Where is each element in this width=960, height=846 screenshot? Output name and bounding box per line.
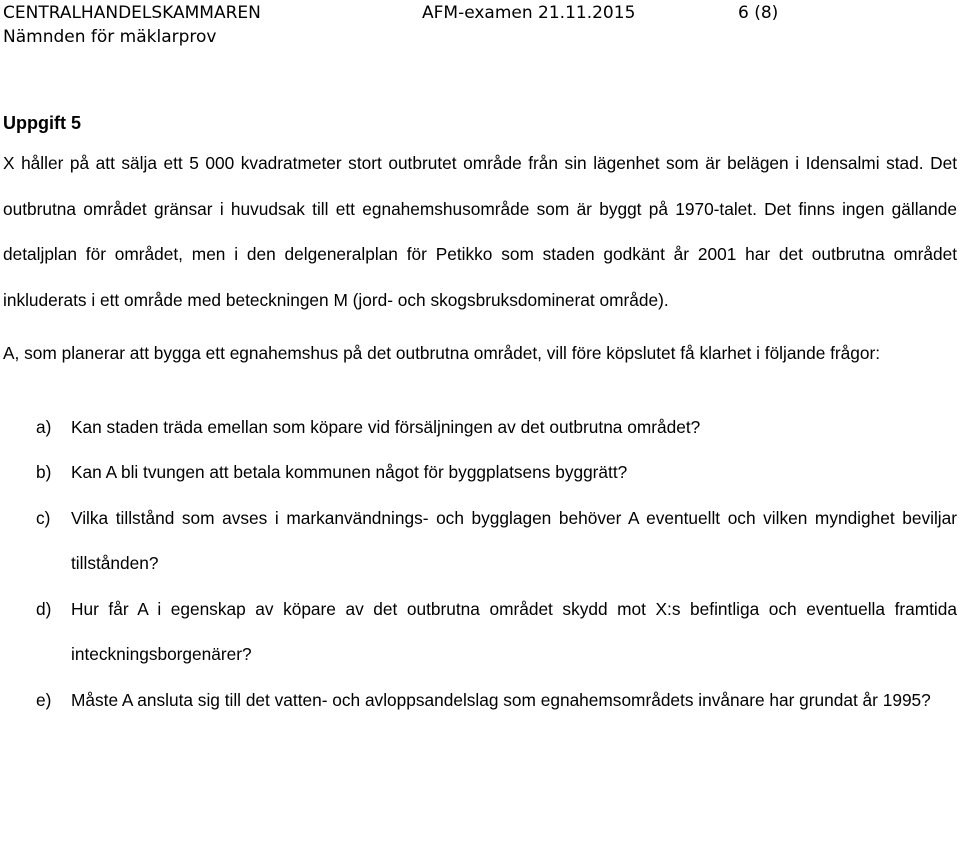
question-label: b): [36, 462, 52, 482]
list-item: [3, 405, 957, 451]
list-item: [3, 587, 957, 678]
question-label: d): [36, 598, 52, 619]
header-board: Nämnden för mäklarprov: [3, 27, 217, 47]
question-label: e): [36, 689, 52, 710]
list-item: [3, 450, 957, 496]
question-text: Kan staden träda emellan som köpare vid försäljningen av det outbrutna området?: [71, 416, 701, 437]
question-text: Hur får A i egenskap av köpare av det outbrutna området skydd mot X:s befintliga och eventuella framtida inteckningsborgenärer?: [71, 598, 957, 664]
question-list: [3, 405, 957, 724]
question-label: a): [36, 416, 52, 437]
list-item: [3, 678, 957, 724]
question-label: c): [36, 507, 51, 528]
question-text: Kan A bli tvungen att betala kommunen något för byggplatsens byggrätt?: [71, 462, 628, 482]
document-body: [3, 105, 957, 723]
page-header: [3, 0, 953, 50]
task-title: Uppgift 5: [3, 113, 81, 133]
header-page-number: 6 (8): [738, 3, 779, 23]
intro-paragraph: X håller på att sälja ett 5 000 kvadratmeter stort outbrutet område från sin lägenhet som är belägen i Idensalmi stad. Det outbrutna området gränsar i huvudsak till ett egnahemshusområde som är byggt på 1970-talet. Det finns ingen gällande detaljplan för området, men i den delgeneralplan för Petikko som staden godkänt år 2001 har det outbrutna området inkluderats i ett område med beteckningen M (jord- och skogsbruksdominerat område).: [3, 153, 957, 310]
question-intro-paragraph: A, som planerar att bygga ett egnahemshus på det outbrutna området, vill före köpslutet få klarhet i följande frågor:: [3, 343, 881, 363]
header-organization: CENTRALHANDELSKAMMAREN: [3, 3, 261, 23]
question-text: Måste A ansluta sig till det vatten- och avloppsandelslag som egnahemsområdets invånare har grundat år 1995?: [71, 689, 931, 710]
header-exam: AFM-examen 21.11.2015: [422, 3, 636, 23]
list-item: [3, 496, 957, 587]
question-text: Vilka tillstånd som avses i markanvändnings- och bygglagen behöver A eventuellt och vilken myndighet beviljar tillstånden?: [71, 507, 957, 573]
